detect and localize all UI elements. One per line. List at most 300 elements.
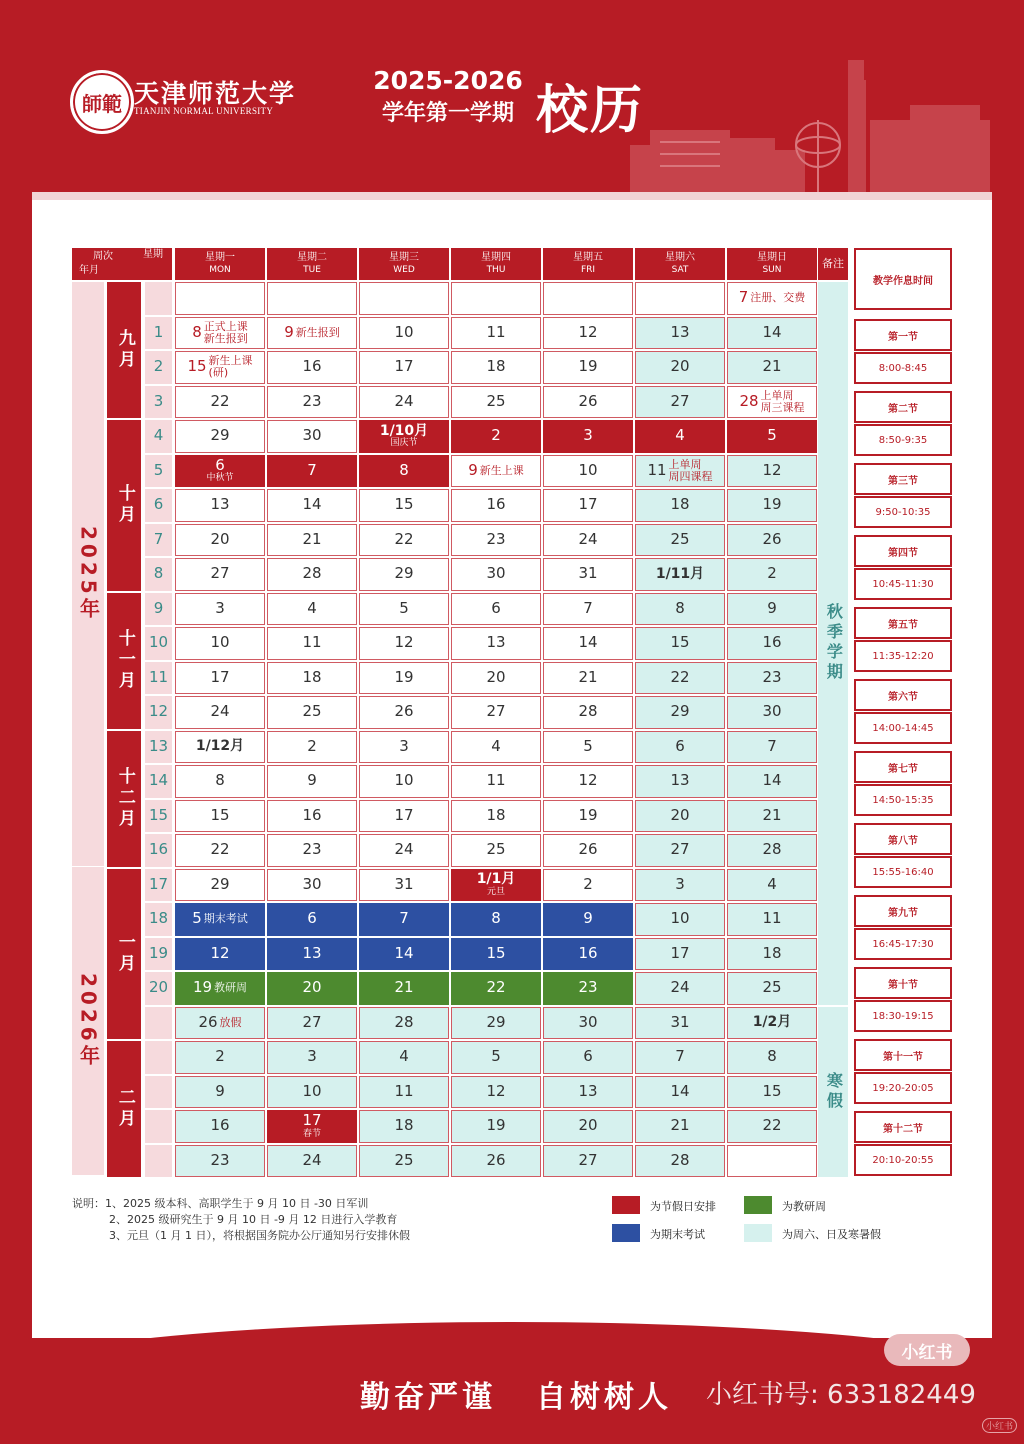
date-with-note (198, 1012, 242, 1031)
date-cell (451, 627, 541, 660)
date-cell (543, 869, 633, 902)
date-cell (543, 386, 633, 419)
period-time: 20:10-20:55 (854, 1144, 952, 1176)
date-number: 30 (302, 874, 322, 893)
date-number: 5 (583, 736, 593, 755)
date-cell (727, 489, 817, 522)
week-number-text: 19 (148, 943, 169, 962)
corner-day-label: 星期 (143, 249, 163, 260)
date-cell (267, 1076, 357, 1109)
week-number-text: 20 (148, 978, 169, 997)
date-number: 8 (491, 909, 501, 928)
period-time: 15:55-16:40 (854, 856, 952, 888)
date-number: 25 (394, 1150, 414, 1169)
date-number: 9 (307, 771, 317, 790)
week-number (145, 558, 172, 591)
date-note: 上单周 周四课程 (668, 457, 713, 483)
date-cell (451, 351, 541, 384)
date-number: 2 (767, 564, 777, 583)
date-number: 1/11月 (655, 565, 705, 582)
date-cell (359, 524, 449, 557)
date-cell (267, 351, 357, 384)
date-cell (267, 1110, 357, 1143)
date-cell (267, 627, 357, 660)
date-sub-label: 元旦 (486, 886, 505, 897)
date-cell (635, 765, 725, 798)
legend-label: 为期末考试 (650, 1228, 705, 1241)
date-number: 6 (675, 736, 685, 755)
date-number: 22 (486, 978, 506, 997)
date-number: 20 (486, 667, 506, 686)
date-cell (543, 1110, 633, 1143)
week-number (145, 834, 172, 867)
week-number (145, 662, 172, 695)
date-number: 17 (394, 357, 414, 376)
corner-week-label: 周次 (93, 251, 113, 262)
date-number: 24 (302, 1150, 322, 1169)
date-number: 7 (399, 909, 409, 928)
week-number (145, 282, 172, 315)
date-cell (175, 455, 265, 488)
date-cell (727, 1110, 817, 1143)
day-header-cn: 星期五 (573, 252, 603, 264)
date-cell (635, 1041, 725, 1074)
date-cell (175, 765, 265, 798)
date-number: 4 (307, 598, 317, 617)
date-number: 15 (210, 805, 230, 824)
date-number: 22 (210, 840, 230, 859)
date-number: 7 (675, 1047, 685, 1066)
date-cell (451, 696, 541, 729)
date-cell (267, 593, 357, 626)
date-number: 31 (394, 874, 414, 893)
week-number (145, 938, 172, 971)
remarks-header: 备注 (818, 248, 848, 280)
date-number: 11 (486, 322, 506, 341)
date-cell (727, 627, 817, 660)
date-sub-label: 国庆节 (390, 438, 418, 449)
date-number: 5 (767, 426, 777, 445)
date-cell (359, 351, 449, 384)
date-number: 14 (302, 495, 322, 514)
week-number-text: 14 (148, 771, 169, 790)
week-number-text: 10 (148, 633, 169, 652)
date-number: 24 (210, 702, 230, 721)
date-number: 1/1月 (476, 871, 516, 888)
date-cell (267, 731, 357, 764)
date-cell (543, 1076, 633, 1109)
date-number: 23 (578, 978, 598, 997)
date-number: 6 (491, 598, 501, 617)
date-cell (175, 800, 265, 833)
date-cell (543, 765, 633, 798)
date-cell (543, 627, 633, 660)
legend-swatch (612, 1224, 640, 1242)
period-name: 第七节 (854, 751, 952, 783)
date-cell (635, 351, 725, 384)
date-cell (267, 1145, 357, 1178)
date-cell (451, 903, 541, 936)
date-number: 5 (399, 598, 409, 617)
date-number: 24 (394, 840, 414, 859)
date-cell (359, 593, 449, 626)
date-number: 20 (578, 1116, 598, 1135)
date-number: 25 (670, 529, 690, 548)
date-cell (267, 489, 357, 522)
date-with-note (192, 321, 248, 345)
day-header-cn: 星期日 (757, 252, 787, 264)
period-time: 18:30-19:15 (854, 1000, 952, 1032)
date-cell (267, 558, 357, 591)
week-number-text: 3 (153, 391, 164, 410)
date-cell (175, 593, 265, 626)
date-number: 9 (284, 322, 294, 341)
week-number (145, 386, 172, 419)
date-cell (451, 282, 541, 315)
week-number-text: 13 (148, 736, 169, 755)
date-note: 新生报到 (295, 325, 340, 339)
period-name: 第六节 (854, 679, 952, 711)
date-cell (543, 834, 633, 867)
period-time: 8:50-9:35 (854, 424, 952, 456)
date-number: 13 (302, 943, 322, 962)
title-term: 学年第一学期 (381, 101, 514, 126)
period-name: 第五节 (854, 607, 952, 639)
date-number: 13 (210, 495, 230, 514)
date-cell (635, 903, 725, 936)
date-cell (635, 524, 725, 557)
remark-winter-break: 寒假 (818, 1007, 848, 1178)
date-number: 10 (394, 322, 414, 341)
date-cell (727, 1076, 817, 1109)
date-cell (267, 420, 357, 453)
week-number-text: 6 (153, 495, 164, 514)
date-cell (727, 351, 817, 384)
date-cell (451, 800, 541, 833)
date-cell (451, 1145, 541, 1178)
table-corner (72, 248, 172, 280)
date-number: 1/2月 (752, 1014, 792, 1031)
date-number: 12 (762, 460, 782, 479)
week-number-text: 5 (153, 460, 164, 479)
date-cell (451, 386, 541, 419)
date-with-note (192, 911, 248, 927)
date-cell (175, 662, 265, 695)
date-cell (543, 420, 633, 453)
day-header-cn: 星期一 (205, 252, 235, 264)
date-cell (267, 524, 357, 557)
year-2026: 2026年 (72, 867, 104, 1175)
week-number-text: 16 (148, 840, 169, 859)
day-header (543, 248, 633, 280)
date-number: 10 (394, 771, 414, 790)
date-number: 11 (394, 1081, 414, 1100)
date-number: 12 (578, 322, 598, 341)
week-number-text: 18 (148, 909, 169, 928)
date-cell (359, 662, 449, 695)
university-name-en: TIANJIN NORMAL UNIVERSITY (134, 106, 274, 116)
date-cell (543, 1041, 633, 1074)
date-cell (175, 1076, 265, 1109)
date-cell (175, 1007, 265, 1040)
date-number: 23 (486, 529, 506, 548)
date-number: 7 (767, 736, 777, 755)
date-cell (175, 1041, 265, 1074)
day-header-en: SUN (762, 264, 782, 275)
year-2025: 2025年 (72, 282, 104, 866)
period-time: 19:20-20:05 (854, 1072, 952, 1104)
date-number: 4 (675, 426, 685, 445)
date-number: 6 (583, 1047, 593, 1066)
date-number: 22 (670, 667, 690, 686)
date-cell (727, 869, 817, 902)
week-number (145, 524, 172, 557)
date-cell (359, 731, 449, 764)
date-cell (359, 869, 449, 902)
date-number: 2 (307, 736, 317, 755)
week-number-text: 17 (148, 874, 169, 893)
date-cell (267, 834, 357, 867)
date-sub-label: 春节 (302, 1128, 321, 1139)
date-with-note (468, 460, 524, 479)
date-number: 2 (491, 426, 501, 445)
date-cell (451, 489, 541, 522)
note-line: 说明：1、2025 级本科、高职学生于 9 月 10 日 -30 日军训 (72, 1197, 369, 1210)
date-number: 30 (486, 564, 506, 583)
week-number (145, 869, 172, 902)
date-cell (543, 455, 633, 488)
date-number: 8 (399, 460, 409, 479)
month-label: 二月 (107, 1041, 141, 1177)
date-number: 15 (187, 357, 207, 376)
date-cell (175, 317, 265, 350)
date-cell (451, 317, 541, 350)
date-number: 29 (486, 1012, 506, 1031)
date-cell (359, 800, 449, 833)
date-number: 7 (307, 460, 317, 479)
date-cell (727, 593, 817, 626)
date-cell (359, 938, 449, 971)
date-cell (727, 800, 817, 833)
date-cell (267, 972, 357, 1005)
date-number: 23 (762, 667, 782, 686)
month-label: 九月 (107, 282, 141, 418)
date-number: 22 (762, 1116, 782, 1135)
date-number: 10 (302, 1081, 322, 1100)
date-number: 19 (762, 495, 782, 514)
week-number (145, 903, 172, 936)
date-with-note (647, 459, 712, 483)
date-number: 21 (302, 529, 322, 548)
date-number: 12 (578, 771, 598, 790)
date-cell (635, 1145, 725, 1178)
period-name: 第九节 (854, 895, 952, 927)
legend-swatch (744, 1224, 772, 1242)
day-header (267, 248, 357, 280)
date-cell (635, 282, 725, 315)
date-cell (359, 834, 449, 867)
date-number: 11 (647, 460, 667, 479)
period-name: 第十二节 (854, 1111, 952, 1143)
date-cell (359, 420, 449, 453)
date-number: 17 (394, 805, 414, 824)
period-time: 8:00-8:45 (854, 352, 952, 384)
date-cell (451, 662, 541, 695)
date-cell (635, 1076, 725, 1109)
date-cell (543, 317, 633, 350)
date-number: 18 (302, 667, 322, 686)
date-cell (727, 1041, 817, 1074)
date-number: 9 (468, 460, 478, 479)
date-note: 放假 (219, 1015, 242, 1029)
date-number: 29 (210, 426, 230, 445)
date-with-note (739, 390, 804, 414)
date-number: 10 (670, 909, 690, 928)
period-time: 10:45-11:30 (854, 568, 952, 600)
date-cell (359, 903, 449, 936)
date-number: 31 (670, 1012, 690, 1031)
date-note: 新生上课 (研) (208, 354, 253, 380)
date-number: 3 (399, 736, 409, 755)
day-header-en: TUE (303, 264, 321, 275)
week-number-text: 12 (148, 702, 169, 721)
date-number: 13 (670, 771, 690, 790)
period-time: 14:00-14:45 (854, 712, 952, 744)
date-number: 4 (491, 736, 501, 755)
date-cell (175, 696, 265, 729)
date-number: 16 (486, 495, 506, 514)
date-cell (635, 420, 725, 453)
period-time: 11:35-12:20 (854, 640, 952, 672)
date-cell (635, 558, 725, 591)
date-number: 18 (762, 943, 782, 962)
week-number-text: 8 (153, 564, 164, 583)
date-cell (267, 386, 357, 419)
date-cell (175, 938, 265, 971)
date-cell (267, 282, 357, 315)
date-cell (543, 938, 633, 971)
xiaohongshu-id: 小红书号: 633182449 (706, 1380, 976, 1410)
date-number: 27 (670, 391, 690, 410)
date-number: 9 (583, 909, 593, 928)
corner-month-label: 年月 (79, 265, 99, 276)
date-number: 28 (762, 840, 782, 859)
date-number: 7 (738, 288, 749, 307)
date-number: 4 (767, 874, 777, 893)
date-number: 19 (192, 978, 213, 997)
date-cell (451, 420, 541, 453)
date-cell (727, 696, 817, 729)
title-years: 2025-2026 (373, 66, 523, 95)
week-number (145, 972, 172, 1005)
date-cell (635, 834, 725, 867)
date-number: 18 (670, 495, 690, 514)
week-number (145, 1007, 172, 1040)
date-cell (635, 800, 725, 833)
month-label: 一月 (107, 869, 141, 1040)
date-number: 5 (491, 1047, 501, 1066)
date-number: 11 (486, 771, 506, 790)
date-cell (543, 489, 633, 522)
university-name: 天津师范大学 (134, 79, 297, 108)
date-number: 22 (210, 391, 230, 410)
week-number-text: 2 (153, 357, 164, 376)
week-number-text: 15 (148, 805, 169, 824)
remark-autumn-term: 秋季学期 (818, 282, 848, 1005)
date-number: 16 (302, 805, 322, 824)
date-number: 2 (215, 1047, 225, 1066)
day-header-cn: 星期三 (389, 252, 419, 264)
date-cell (727, 317, 817, 350)
date-cell (727, 282, 817, 315)
legend-swatch (612, 1196, 640, 1214)
period-name: 第二节 (854, 391, 952, 423)
day-header (175, 248, 265, 280)
day-header-en: FRI (580, 264, 596, 275)
period-name: 第十节 (854, 967, 952, 999)
motto-right: 自树树人 (536, 1380, 672, 1415)
note-line: 3、元旦（1 月 1 日），将根据国务院办公厅通知另行安排休假 (109, 1229, 410, 1242)
date-cell (359, 696, 449, 729)
date-number: 24 (394, 391, 414, 410)
date-cell (451, 765, 541, 798)
date-number: 8 (215, 771, 225, 790)
date-number: 18 (394, 1116, 414, 1135)
date-cell (635, 869, 725, 902)
week-number-text: 4 (153, 426, 164, 445)
week-number (145, 731, 172, 764)
date-cell (451, 1007, 541, 1040)
period-time: 9:50-10:35 (854, 496, 952, 528)
week-number-text: 7 (153, 529, 164, 548)
date-cell (175, 834, 265, 867)
date-cell (451, 731, 541, 764)
date-cell (267, 903, 357, 936)
date-cell (451, 558, 541, 591)
date-number: 16 (302, 357, 322, 376)
date-cell (359, 1076, 449, 1109)
date-number: 24 (578, 529, 598, 548)
date-with-note (193, 980, 247, 996)
period-time: 14:50-15:35 (854, 784, 952, 816)
date-cell (543, 800, 633, 833)
date-cell (359, 386, 449, 419)
date-cell (727, 903, 817, 936)
week-number (145, 351, 172, 384)
date-number: 17 (670, 943, 690, 962)
date-cell (635, 938, 725, 971)
date-cell (451, 834, 541, 867)
date-number: 9 (767, 598, 777, 617)
date-cell (451, 1110, 541, 1143)
legend-label: 为节假日安排 (650, 1200, 716, 1213)
date-number: 26 (486, 1150, 506, 1169)
date-number: 19 (486, 1116, 506, 1135)
date-number: 30 (762, 702, 782, 721)
date-cell (175, 1145, 265, 1178)
date-cell (543, 972, 633, 1005)
date-number: 18 (486, 805, 506, 824)
date-cell (451, 455, 541, 488)
date-cell (451, 1041, 541, 1074)
date-number: 25 (762, 978, 782, 997)
date-cell (175, 1110, 265, 1143)
date-number: 14 (578, 633, 598, 652)
date-cell (267, 1041, 357, 1074)
date-cell (359, 972, 449, 1005)
date-number: 10 (578, 460, 598, 479)
date-cell (359, 1110, 449, 1143)
